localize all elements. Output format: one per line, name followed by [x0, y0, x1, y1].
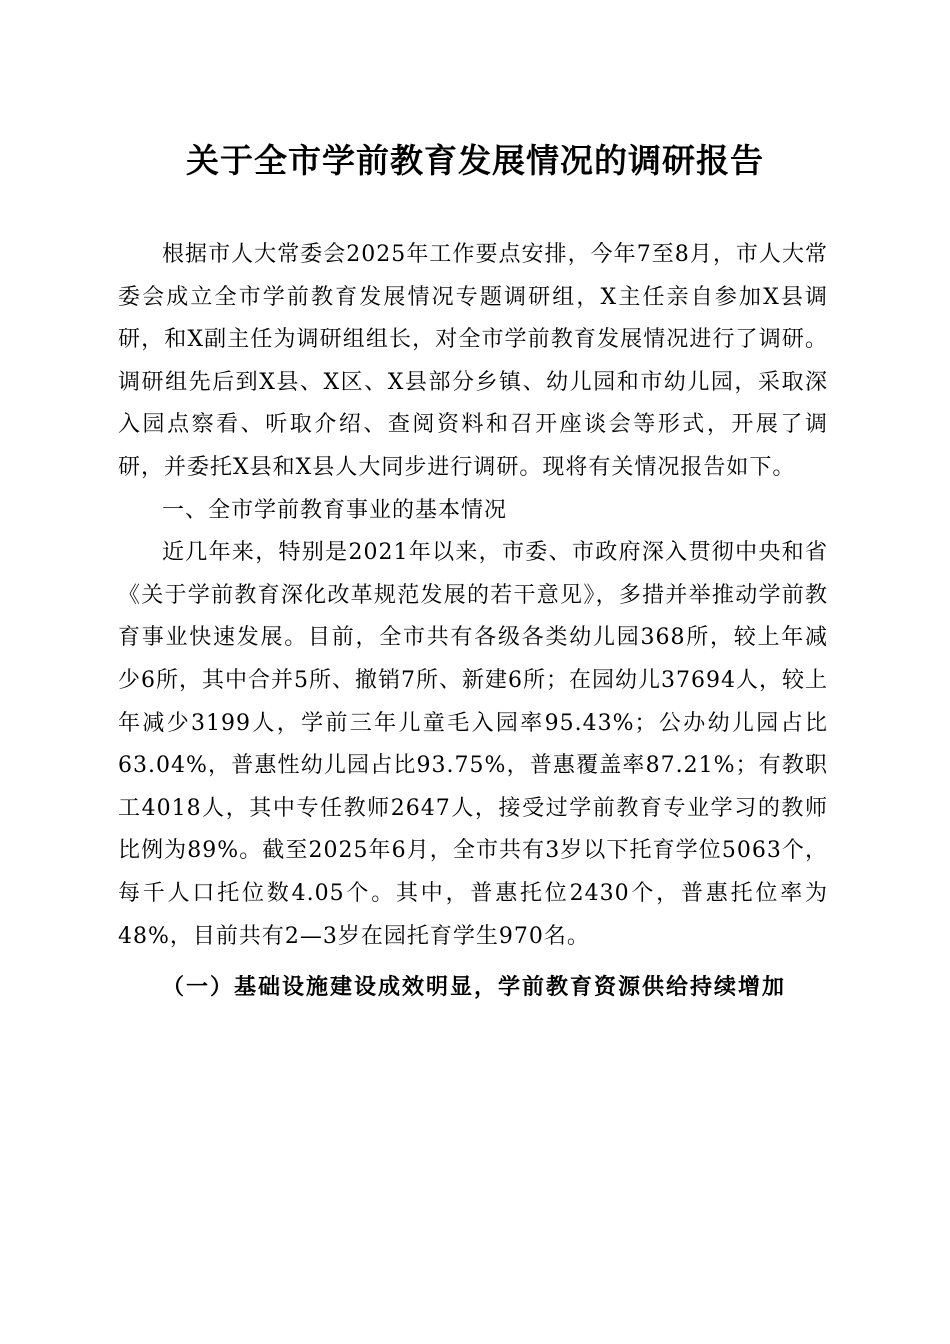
document-title: 关于全市学前教育发展情况的调研报告 — [186, 141, 764, 180]
section-heading-basic-situation: 一、全市学前教育事业的基本情况 — [162, 497, 508, 523]
paragraph-intro: 根据市人大常委会2025年工作要点安排，今年7至8月，市人大常委会成立全市学前教育发展情况专题调研组，X主任亲自参加X县调研，和X副主任为调研组组长，对全市学前教育发展情况进行了调研。调研组先后到X县、X区、X县部分乡镇、幼儿园和市幼儿园，采取深入园点察看、听取介绍、查阅资料和召开座谈会等形式，开展了调研，并委托X县和X县人大同步进行调研。现将有关情况报告如下。 — [118, 242, 828, 480]
subsection-heading-infrastructure: （一）基础设施建设成效明显，学前教育资源供给持续增加 — [162, 974, 787, 1001]
document-body — [118, 234, 828, 1009]
paragraph-basic-situation: 近几年来，特别是2021年以来，市委、市政府深入贯彻中央和省《关于学前教育深化改革规范发展的若干意见》，多措并举推动学前教育事业快速发展。目前，全市共有各级各类幼儿园368所，较上年减少6所，其中合并5所、撤销7所、新建6所；在园幼儿37694人，较上年减少3199人，学前三年儿童毛入园率95.43%；公办幼儿园占比63.04%，普惠性幼儿园占比93.75%，普惠覆盖率87.21%；有教职工4018人，其中专任教师2647人，接受过学前教育专业学习的教师比例为89%。截至2025年6月，全市共有3岁以下托育学位5063个，每千人口托位数4.05个。其中，普惠托位2430个，普惠托位率为48%，目前共有2—3岁在园托育学生970名。 — [118, 540, 828, 949]
